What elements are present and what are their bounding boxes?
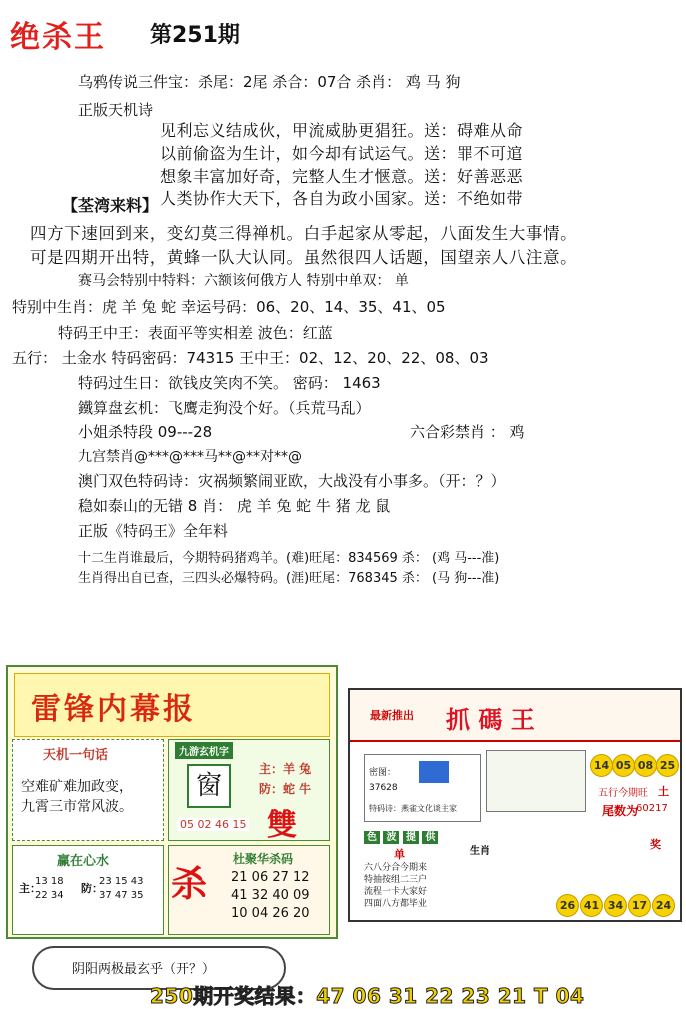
kill-box xyxy=(168,845,330,935)
wuxing-value: 土 xyxy=(658,785,669,798)
leifeng-title: 雷锋内幕报 xyxy=(31,692,196,727)
jiuyou-zhu: 主：羊 兔 xyxy=(259,762,312,776)
illustration-box xyxy=(486,750,586,812)
poem-line-2: 以前偷盗为生计，如今却有试运气。送：罪不可逭 xyxy=(160,144,524,163)
line-nine-palace: 九宫禁肖@***@***马**@**对**@ xyxy=(78,449,302,465)
line-forbidden: 六合彩禁肖 ： 鸡 xyxy=(410,423,525,441)
kill-title: 杜聚华杀码 xyxy=(233,852,294,866)
code-card xyxy=(364,754,481,822)
jiuyou-label: 九游玄机字 xyxy=(175,742,233,759)
brand-title: 绝杀王 xyxy=(10,20,106,55)
dan-value: 单 xyxy=(394,848,405,861)
tema-value: 燕雀文化谈主家 xyxy=(401,804,457,813)
bottom-ball-5: 24 xyxy=(652,894,675,917)
zhuama-poem xyxy=(364,862,427,910)
top-ball-4: 25 xyxy=(656,754,679,777)
tianji-line-2: 九霄三市常风波。 xyxy=(21,799,133,815)
issue-number: 第251期 xyxy=(150,23,240,48)
line-eight-zodiac: 稳如泰山的无错 8 肖： 虎 羊 兔 蛇 牛 猪 龙 鼠 xyxy=(78,497,391,515)
draw-result: 250期开奖结果：47 06 31 22 23 21 T 04 xyxy=(150,984,585,1008)
tianji-title: 天机一句话 xyxy=(43,748,109,763)
zhuama-poem-3: 流程一卡大家好 xyxy=(364,887,428,897)
zhuama-poem-4: 四面八方都毕业 xyxy=(364,899,428,909)
heart-fang-2: 37 47 35 xyxy=(99,890,144,901)
paragraph-line-1: 四方下速回到来，变幻莫三得禅机。白手起家从零起，八面发生大事情。 xyxy=(30,224,578,243)
line-horse-club: 赛马会特别中特料：六额该何俄方人 特别中单双： 单 xyxy=(78,273,409,289)
line-poem-heading: 正版天机诗 xyxy=(78,101,154,119)
logo-icon xyxy=(419,761,449,783)
jiuyou-big-char: 雙 xyxy=(267,808,297,843)
line-birthday: 特码过生日：欲钱皮笑肉不笑。 密码： 1463 xyxy=(78,374,381,392)
top-ball-1: 14 xyxy=(590,754,613,777)
kill-nums-1: 21 06 27 12 xyxy=(231,870,310,885)
paragraph-line-2: 可是四期开出特，黄蜂一队大认同。虽然很四人话题，国望亲人八注意。 xyxy=(30,248,578,267)
kill-nums-3: 10 04 26 20 xyxy=(231,906,310,921)
line-twelve: 十二生肖谁最后，今期特码猪鸡羊。(难)旺尾：834569 杀： (鸡 马---准) xyxy=(78,551,500,566)
cloud-text: 阴阳两极最玄乎（开？） xyxy=(72,962,216,977)
poem-line-3: 想象丰富加好奇，完整人生才惬意。送：好善恶恶 xyxy=(160,167,524,186)
poem-line-4: 人类协作大天下，各自为政小国家。送：不绝如带 xyxy=(160,189,524,208)
line-macau: 澳门双色特码诗：灾祸频繁闹亚欧，大战没有小事多。（开：？） xyxy=(78,472,506,490)
wei-value: 60217 xyxy=(636,803,668,814)
line-crow-legend: 乌鸦传说三件宝：杀尾：2尾 杀合：07合 杀肖： 鸡 马 狗 xyxy=(78,73,461,91)
leifeng-header xyxy=(14,673,330,737)
heart-fang-1: 23 15 43 xyxy=(99,876,144,887)
zhuama-poem-2: 特抽按组二三户 xyxy=(364,875,428,885)
line-five-elements: 五行： 土金水 特码密码：74315 王中王：02、12、20、22、08、03 xyxy=(12,349,489,367)
zhuama-header xyxy=(350,690,680,742)
tianji-box xyxy=(12,739,164,841)
kill-nums-2: 41 32 40 09 xyxy=(231,888,310,903)
line-king: 特码王中王：表面平等实相差 波色：红蓝 xyxy=(58,324,333,342)
bottom-ball-2: 41 xyxy=(580,894,603,917)
tianji-line-1: 空难矿难加政变， xyxy=(21,779,133,795)
zhuama-title: 抓 碼 王 xyxy=(446,705,535,734)
heart-title: 赢在心水 xyxy=(57,854,110,869)
line-self-check: 生肖得出自已查，三四头必爆特码。(涯)旺尾：768345 杀： (马 狗---准) xyxy=(78,571,500,586)
top-ball-3: 08 xyxy=(634,754,657,777)
tab-provide: 提 xyxy=(403,831,419,844)
top-ball-2: 05 xyxy=(612,754,635,777)
bottom-ball-3: 34 xyxy=(604,894,627,917)
bottom-ball-4: 17 xyxy=(628,894,651,917)
heart-zhu-1: 13 18 xyxy=(35,876,64,887)
zhuama-subtitle: 最新推出 xyxy=(370,709,414,722)
leifeng-panel xyxy=(6,665,338,939)
tema-label: 特码诗： xyxy=(369,804,401,813)
kill-big-char: 杀 xyxy=(171,863,208,905)
heart-zhu-label: 主： xyxy=(19,882,41,895)
color-tabs xyxy=(364,828,438,843)
zhuama-poem-1: 六八分合今期来 xyxy=(364,863,428,873)
kill-char: 奖 xyxy=(650,838,661,851)
tab-supply: 供 xyxy=(422,831,438,844)
jiuyou-fang: 防：蛇 牛 xyxy=(259,782,312,796)
line-special-zodiac: 特别中生肖：虎 羊 兔 蛇 幸运号码：06、20、14、35、41、05 xyxy=(12,298,446,316)
jiuyou-nums: 05 02 46 15 xyxy=(177,818,249,831)
line-abacus: 鐵算盘玄机：飞鹰走狗没个好。（兵荒马乱） xyxy=(78,399,371,417)
wei-label: 尾数为 xyxy=(602,804,639,818)
poem-line-1: 见利忘义结成伙，甲流威胁更猖狂。送：碍难从命 xyxy=(160,121,524,140)
heart-fang-label: 防： xyxy=(81,882,103,895)
jiuyou-box xyxy=(168,739,330,841)
heart-zhu-2: 22 34 xyxy=(35,890,64,901)
zhuama-panel xyxy=(348,688,682,922)
code-value: 37628 xyxy=(369,783,398,793)
shengxiao-label: 生肖 xyxy=(470,846,490,857)
tab-wave: 波 xyxy=(383,831,399,844)
tab-color: 色 xyxy=(364,831,380,844)
line-segment: 小姐杀特段 09---28 xyxy=(78,423,213,441)
heart-box xyxy=(12,845,164,935)
code-label: 密图： xyxy=(369,768,397,778)
jiuyou-char: 窗 xyxy=(187,764,231,808)
section-tag: 【荃湾来料】 xyxy=(62,196,159,215)
wuxing-label: 五行今期旺 xyxy=(598,788,648,799)
bottom-ball-1: 26 xyxy=(556,894,579,917)
line-annual: 正版《特码王》全年料 xyxy=(78,522,229,540)
